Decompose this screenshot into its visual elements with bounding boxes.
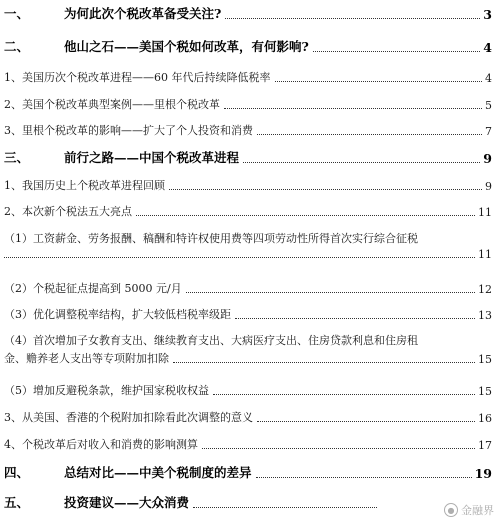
dot-leader — [313, 51, 480, 52]
page-number: 11 — [478, 248, 492, 261]
section-number: 一、 — [4, 6, 30, 21]
dot-leader — [257, 134, 482, 135]
page-number: 9 — [485, 180, 492, 193]
toc-section-2[interactable] — [4, 37, 492, 55]
section-title: 前行之路——中国个税改革进程 — [64, 150, 240, 165]
item-title-line-1: （4）首次增加子女教育支出、继续教育支出、大病医疗支出、住房贷款利息和住房租 — [4, 334, 418, 347]
toc-item-3-2-4[interactable] — [4, 332, 492, 366]
item-title-line-2: 金、赡养老人支出等专项附加扣除 — [4, 352, 169, 365]
section-title: 他山之石——美国个税如何改革，有何影响? — [64, 39, 309, 54]
toc-subsection-3-1[interactable] — [4, 177, 492, 193]
page-number: 16 — [478, 412, 492, 425]
subsection-title: 2、本次新个税法五大亮点 — [4, 205, 132, 218]
section-title: 投资建议——大众消费 — [64, 495, 190, 510]
toc-section-4[interactable] — [4, 463, 492, 481]
page-number: 9 — [483, 151, 492, 166]
toc-subsection-2-1[interactable] — [4, 69, 492, 85]
item-title: （2）个税起征点提高到 5000 元/月 — [4, 282, 182, 295]
toc-subsection-3-2[interactable] — [4, 203, 492, 219]
section-number: 四、 — [4, 465, 30, 480]
dot-leader — [243, 162, 480, 163]
chat-bubble-icon: ● — [444, 503, 458, 517]
toc-section-5[interactable] — [4, 493, 380, 511]
page-number: 12 — [478, 283, 492, 296]
item-title: （1）工资薪金、劳务报酬、稿酬和特许权使用费等四项劳动性所得首次实行综合征税 — [4, 232, 418, 245]
toc-item-3-2-3[interactable] — [4, 306, 492, 322]
section-number: 三、 — [4, 150, 30, 165]
watermark — [444, 502, 494, 518]
subsection-title: 1、美国历次个税改革进程——60 年代后持续降低税率 — [4, 71, 271, 84]
watermark-text: 金融界 — [461, 504, 494, 517]
dot-leader — [225, 18, 480, 19]
toc-item-3-2-5[interactable] — [4, 382, 492, 398]
toc-item-3-2-2[interactable] — [4, 280, 492, 296]
dot-leader — [213, 394, 475, 395]
item-title: （3）优化调整税率结构，扩大较低档税率级距 — [4, 308, 231, 321]
page-number: 11 — [478, 206, 492, 219]
toc-section-1[interactable] — [4, 4, 492, 22]
dot-leader — [136, 215, 475, 216]
subsection-title: 1、我国历史上个税改革进程回顾 — [4, 179, 165, 192]
page-number: 15 — [478, 385, 492, 398]
toc-section-3[interactable] — [4, 148, 492, 166]
section-number: 二、 — [4, 39, 30, 54]
dot-leader — [193, 507, 377, 508]
dot-leader — [224, 108, 482, 109]
dot-leader — [257, 421, 475, 422]
page-number: 4 — [485, 72, 492, 85]
dot-leader — [275, 81, 483, 82]
toc-subsection-3-4[interactable] — [4, 436, 492, 452]
toc-subsection-2-2[interactable] — [4, 96, 492, 112]
page-number: 15 — [478, 353, 492, 366]
dot-leader — [169, 189, 482, 190]
subsection-title: 3、里根个税改革的影响——扩大了个人投资和消费 — [4, 124, 253, 137]
toc-item-3-2-1[interactable] — [4, 230, 492, 261]
dot-leader — [202, 448, 475, 449]
dot-leader — [173, 362, 475, 363]
dot-leader — [186, 292, 475, 293]
subsection-title: 4、个税改革后对收入和消费的影响测算 — [4, 438, 198, 451]
page-number: 5 — [485, 99, 492, 112]
page-number: 13 — [478, 309, 492, 322]
toc-subsection-3-3[interactable] — [4, 409, 492, 425]
item-title: （5）增加反避税条款，维护国家税收权益 — [4, 384, 209, 397]
page-number: 19 — [474, 466, 492, 481]
page-number: 3 — [483, 7, 492, 22]
section-title: 总结对比——中美个税制度的差异 — [64, 465, 252, 480]
section-number: 五、 — [4, 495, 30, 510]
page-number: 4 — [483, 40, 492, 55]
dot-leader — [4, 257, 475, 258]
toc-subsection-2-3[interactable] — [4, 122, 492, 138]
dot-leader — [235, 318, 475, 319]
subsection-title: 3、从美国、香港的个税附加扣除看此次调整的意义 — [4, 411, 253, 424]
page-number: 7 — [485, 125, 492, 138]
page-number: 17 — [478, 439, 492, 452]
section-title: 为何此次个税改革备受关注? — [64, 6, 222, 21]
subsection-title: 2、美国个税改革典型案例——里根个税改革 — [4, 98, 220, 111]
dot-leader — [256, 477, 472, 478]
